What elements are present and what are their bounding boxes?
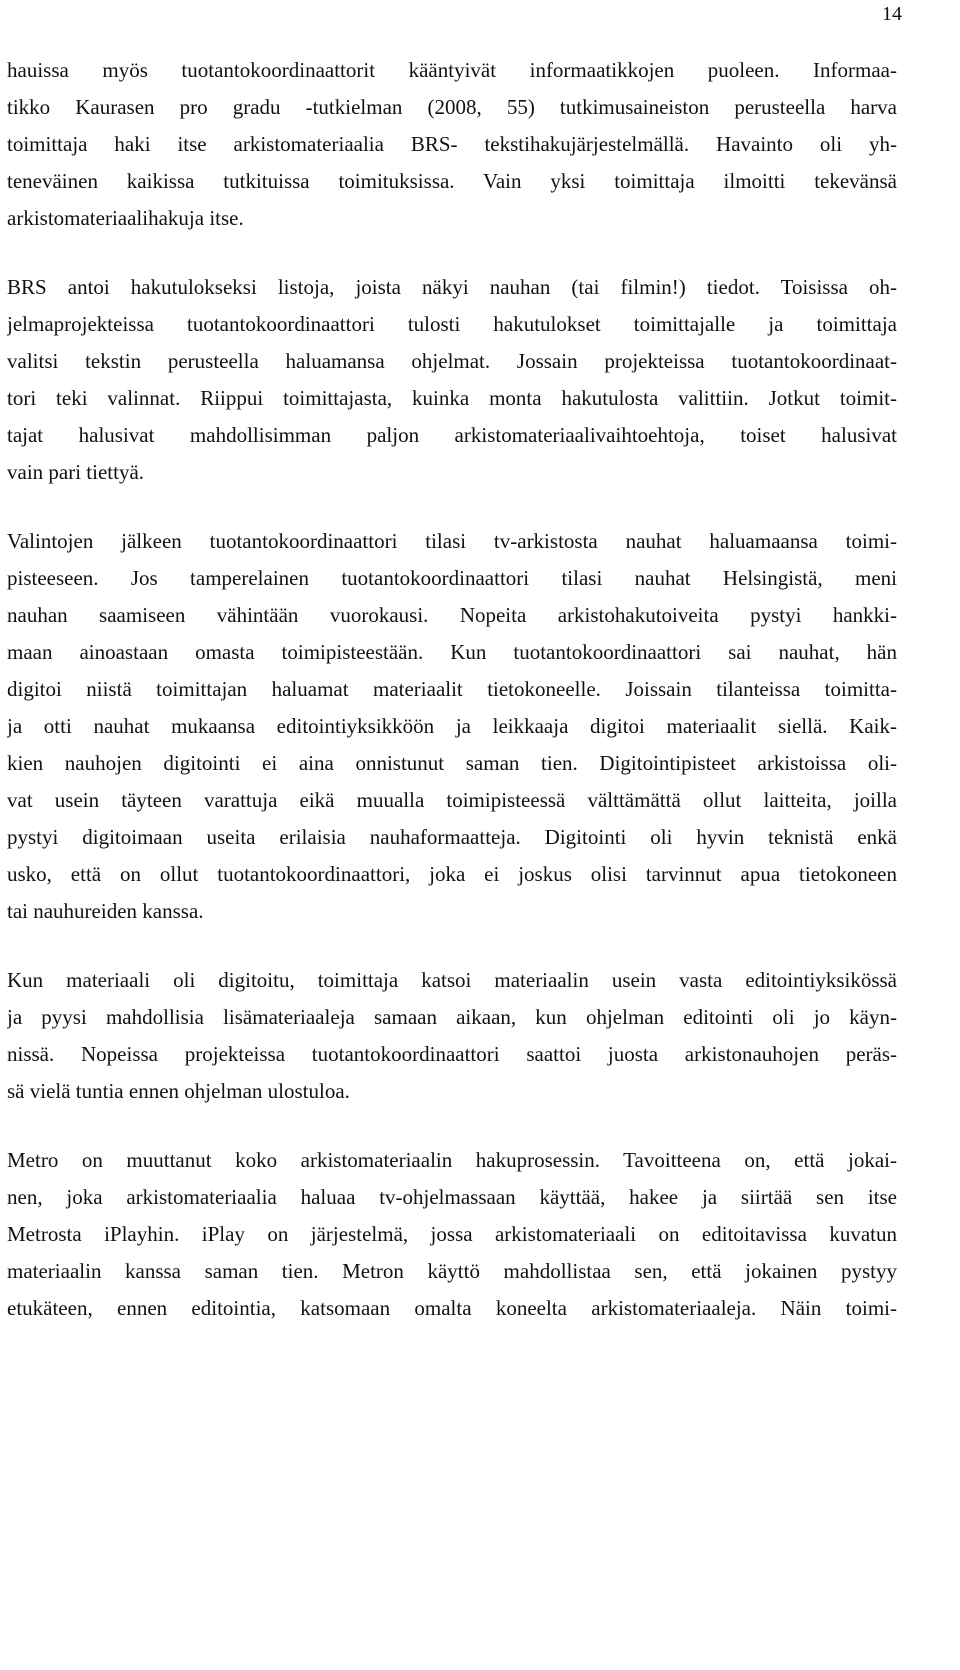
text-line: nissä. Nopeissa projekteissa tuotantokoordinaattori saattoi juosta arkistonauhojen peräs- xyxy=(7,1042,897,1066)
page-number: 14 xyxy=(882,3,902,25)
text-line: kien nauhojen digitointi ei aina onnistunut saman tien. Digitointipisteet arkistoissa oli- xyxy=(7,751,897,775)
text-line: hauissa myös tuotantokoordinaattorit kääntyivät informaatikkojen puoleen. Informaa- xyxy=(7,58,897,82)
text-line: valitsi tekstin perusteella haluamansa ohjelmat. Jossain projekteissa tuotantokoordinaat- xyxy=(7,349,897,373)
text-line: digitoi niistä toimittajan haluamat materiaalit tietokoneelle. Joissain tilanteissa toimitta- xyxy=(7,677,897,701)
text-line: maan ainoastaan omasta toimipisteestään. Kun tuotantokoordinaattori sai nauhat, hän xyxy=(7,640,897,664)
text-line: tajat halusivat mahdollisimman paljon arkistomateriaalivaihtoehtoja, toiset halusivat xyxy=(7,423,897,447)
paragraph-1 xyxy=(7,52,897,237)
paragraph-4 xyxy=(7,962,897,1110)
text-line: vain pari tiettyä. xyxy=(7,460,145,484)
text-line: tai nauhureiden kanssa. xyxy=(7,899,204,923)
text-line: toimittaja haki itse arkistomateriaalia BRS- tekstihakujärjestelmällä. Havainto oli yh- xyxy=(7,132,897,156)
text-line: vat usein täyteen varattuja eikä muualla toimipisteessä välttämättä ollut laitteita, joilla xyxy=(7,788,897,812)
text-line: Kun materiaali oli digitoitu, toimittaja katsoi materiaalin usein vasta editointiyksikössä xyxy=(7,968,897,992)
text-line: Metrosta iPlayhin. iPlay on järjestelmä, jossa arkistomateriaali on editoitavissa kuvatun xyxy=(7,1222,897,1246)
text-line: arkistomateriaalihakuja itse. xyxy=(7,206,244,230)
text-line: ja otti nauhat mukaansa editointiyksikköön ja leikkaaja digitoi materiaalit siellä. Kaik- xyxy=(7,714,897,738)
paragraph-5 xyxy=(7,1142,897,1327)
text-line: pisteeseen. Jos tamperelainen tuotantokoordinaattori tilasi nauhat Helsingistä, meni xyxy=(7,566,897,590)
text-line: usko, että on ollut tuotantokoordinaattori, joka ei joskus olisi tarvinnut apua tietokoneen xyxy=(7,862,897,886)
text-line: materiaalin kanssa saman tien. Metron käyttö mahdollistaa sen, että jokainen pystyy xyxy=(7,1259,897,1283)
text-line: Metro on muuttanut koko arkistomateriaalin hakuprosessin. Tavoitteena on, että jokai- xyxy=(7,1148,897,1172)
text-line: nauhan saamiseen vähintään vuorokausi. Nopeita arkistohakutoiveita pystyi hankki- xyxy=(7,603,897,627)
text-line: sä vielä tuntia ennen ohjelman ulostuloa. xyxy=(7,1079,350,1103)
text-line: etukäteen, ennen editointia, katsomaan omalta koneelta arkistomateriaaleja. Näin toimi- xyxy=(7,1296,897,1320)
page-body xyxy=(7,52,897,1359)
text-line: pystyi digitoimaan useita erilaisia nauhaformaatteja. Digitointi oli hyvin teknistä enkä xyxy=(7,825,897,849)
text-line: Valintojen jälkeen tuotantokoordinaattori tilasi tv-arkistosta nauhat haluamaansa toimi- xyxy=(7,529,897,553)
text-line: BRS antoi hakutulokseksi listoja, joista näkyi nauhan (tai filmin!) tiedot. Toisissa oh- xyxy=(7,275,897,299)
text-line: tori teki valinnat. Riippui toimittajasta, kuinka monta hakutulosta valittiin. Jotkut toimit- xyxy=(7,386,897,410)
text-line: jelmaprojekteissa tuotantokoordinaattori tulosti hakutulokset toimittajalle ja toimittaja xyxy=(7,312,897,336)
text-line: ja pyysi mahdollisia lisämateriaaleja samaan aikaan, kun ohjelman editointi oli jo käyn- xyxy=(7,1005,897,1029)
paragraph-2 xyxy=(7,269,897,491)
paragraph-3 xyxy=(7,523,897,930)
text-line: tikko Kaurasen pro gradu -tutkielman (2008, 55) tutkimusaineiston perusteella harva xyxy=(7,95,897,119)
text-line: nen, joka arkistomateriaalia haluaa tv-ohjelmassaan käyttää, hakee ja siirtää sen itse xyxy=(7,1185,897,1209)
text-line: teneväinen kaikissa tutkituissa toimituksissa. Vain yksi toimittaja ilmoitti tekevänsä xyxy=(7,169,897,193)
